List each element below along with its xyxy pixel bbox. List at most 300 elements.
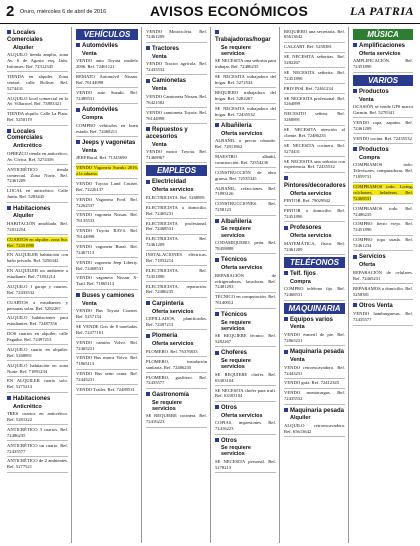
ad-divider — [7, 164, 68, 165]
classified-ad: VENDO retroexcavadora. Ref. 72443231 — [284, 364, 345, 376]
date-line: Oruro, miércoles 6 de abril de 2016 — [20, 9, 107, 15]
subsection-label: Maquinaria pesada — [290, 349, 345, 356]
classified-ad: DOS cuartos en alquiler, calle Pagador. Ref. 72497213 — [7, 331, 68, 343]
subsection-subtitle: Se requiere servicios — [221, 358, 251, 371]
subsection-title — [353, 89, 413, 96]
subsection-title — [146, 301, 207, 308]
classified-ad: SE NECESITA una señorita para trabajar. Ref. 72486235 — [215, 58, 276, 70]
ad-divider — [76, 103, 138, 104]
ad-divider — [284, 345, 345, 346]
page-number: 2 — [6, 3, 15, 20]
classified-ad: ALQUILO local comercial en la Av. Villarroel. Ref. 73803321 — [7, 95, 68, 107]
classified-ad: NECESITO señora. Ref. 5268891 — [284, 111, 345, 123]
bullet-icon — [284, 350, 288, 354]
bullet-icon — [284, 408, 288, 412]
classified-ad: SE NECESITA chofer para trufi. Ref. 63303104 — [215, 387, 276, 399]
subsection-subtitle: Oferta — [359, 262, 376, 269]
subsection-label: Otros Venta — [359, 302, 393, 309]
classified-ad: ELECTRICISTA profesional. Ref. 72468531 — [146, 220, 207, 232]
ad-divider — [146, 297, 207, 298]
subsection-subtitle: Venta — [82, 300, 97, 307]
classified-ad: VENDO Vagoneta Ford. Ref. 72262537 — [76, 196, 138, 208]
classified-ad: ANTICRÉTICO 3 cuartos. Ref. 72486235 — [7, 426, 68, 438]
subsection-label: Gastronomía — [152, 391, 190, 398]
ad-divider — [353, 203, 413, 204]
subsection-title — [76, 293, 138, 300]
ad-divider — [284, 93, 345, 94]
classified-ad: ALQUILO retroexcavadora. Ref. 65613642 — [284, 423, 345, 434]
ad-divider — [146, 265, 207, 266]
subsection-title — [215, 123, 276, 130]
ad-divider — [7, 71, 68, 72]
ad-divider — [7, 472, 68, 473]
subsection-label: Productos — [359, 147, 389, 153]
bullet-icon — [215, 219, 219, 223]
classified-ad: COMPRO ropa usada. Ref. 72461234 — [353, 237, 413, 249]
ad-divider — [7, 234, 68, 235]
ad-divider — [284, 109, 345, 110]
ad-divider — [7, 313, 68, 314]
ad-divider — [215, 119, 276, 120]
classified-ad: SE REQUIERE chofer. Ref. 63303104 — [215, 371, 276, 383]
ad-divider — [7, 424, 68, 425]
subsection-title — [7, 206, 68, 213]
classified-ad — [353, 184, 413, 202]
classified-ad: COMPRO teléfono fijo. Ref. 72468531 — [284, 286, 345, 298]
ad-divider — [7, 344, 68, 345]
ad-divider — [146, 372, 207, 373]
classified-ad: LOCAL en anticrético. Calle Junín. Ref. 5283445 — [7, 188, 68, 200]
classified-ad: VENDO hamburguesas. Ref. 72435577 — [353, 311, 413, 323]
classified-ad: ELECTRICISTA. Ref. 72451890 — [146, 267, 207, 279]
ad-divider — [76, 289, 138, 290]
subsection-label: Profesores — [290, 225, 322, 232]
highlighted-ad-text: CUARTOS en alquiler, zona Sur. Ref. 72451890 — [7, 236, 68, 248]
subsection-label: Equipos varios — [290, 316, 334, 323]
ad-divider — [284, 42, 345, 43]
ad-divider — [353, 325, 413, 326]
section-title: AVISOS ECONÓMICOS — [150, 3, 309, 19]
classified-ad: TRES cuartos en anticrético. Ref. 5281322 — [7, 411, 68, 423]
bullet-icon — [284, 226, 288, 230]
subsection-subtitle: Se requiere servicios — [221, 319, 251, 332]
classified-ad: EN ALQUILER cuarto solo. Ref. 5275213 — [7, 378, 68, 390]
classified-ad: VENDO camioneta Toyota. Ref. 76144998 — [146, 109, 207, 121]
classified-ad: ELECTRICISTA. Ref. 5268891 — [146, 194, 206, 200]
subsection-subtitle: Anticrético — [13, 143, 42, 150]
classified-ad: VENDO Bus marca Volvo. Ref. 71865113 — [76, 355, 138, 367]
subsection-label: Locales Comerciales — [7, 128, 43, 142]
classified-ad: HABITACIÓN amoblada. Ref. 72812254 — [7, 220, 68, 232]
ad-divider — [146, 162, 207, 163]
bullet-icon — [353, 89, 357, 93]
subsection-subtitle: Se requiere servicios — [221, 44, 251, 57]
classified-ad: CODAMIQUERO, peón. Ref. 78458888 — [215, 240, 276, 251]
ad-divider — [284, 125, 345, 126]
ad-divider — [284, 378, 345, 379]
ad-divider — [215, 183, 276, 184]
ad-divider — [146, 218, 207, 219]
classified-ad: VENDO vagoneta Jeep Liberty. Ref. 72468531 — [76, 259, 138, 271]
ad-divider — [146, 202, 207, 203]
classified-ad: REMATO Automóvil Nissan. Ref. 76144998 — [76, 74, 138, 86]
classified-ad: REPARACIÓN de refrigeradores, lavadoras. Ref. 72481293 — [215, 272, 276, 290]
subsection-label: Carpintería — [152, 300, 184, 307]
subsection-title — [76, 107, 138, 114]
ad-divider — [353, 133, 413, 134]
bullet-icon — [146, 127, 150, 131]
subsection-subtitle: Venta — [82, 147, 97, 154]
classified-ad: VENDO Tractor agrícola. Ref. 72435532 — [146, 61, 207, 73]
classified-ad: ALQUILO habitación en zona Norte. Ref. 71891234 — [7, 362, 68, 374]
subsection-label: Productos — [359, 88, 389, 95]
bullet-icon — [76, 293, 80, 297]
category-header: MÚSICA — [353, 29, 413, 40]
ad-divider — [284, 221, 345, 222]
bullet-icon — [215, 123, 219, 127]
classified-ad: COPIAS, impresiones. Ref. 72416223 — [215, 420, 276, 432]
ad-divider — [353, 283, 413, 284]
classified-ad: SE NECESITA profesional. Ref. 5264899 — [284, 95, 345, 107]
subsection-title — [7, 396, 68, 403]
subsection-subtitle: Alquiler — [290, 415, 311, 422]
highlighted-ad-text: VENDO Vagoneta Suzuki 2016, a la aduana. — [76, 165, 138, 177]
ad-divider — [353, 182, 413, 183]
classified-ad: VENDO motor Toyota. Ref. 71468967 — [146, 149, 207, 161]
ad-divider — [215, 472, 276, 473]
ad-divider — [7, 329, 68, 330]
classified-ad: VENDO Trailer. Ref. 72489531 — [76, 386, 135, 392]
subsection-subtitle: Venta — [290, 357, 305, 364]
bullet-icon — [76, 108, 80, 112]
classified-ad: ALQUILO tienda amplia, zona Av. 6 de Agosto esq. Jaén. Informes: Ref. 72312345 — [7, 52, 68, 70]
classified-ad: CUARTOS a estudiantes y personas solas. Ref. 5282267 — [7, 299, 68, 311]
classified-ad: SE NECESITA señorita. Ref. 72451890 — [284, 69, 345, 81]
bullet-icon — [7, 30, 11, 34]
classified-ad: ALQUILO cuarto en alquiler. Ref. 5268891 — [7, 346, 68, 358]
ad-divider — [146, 42, 207, 43]
ad-divider — [7, 281, 68, 282]
subsection-label: Servicios — [359, 254, 386, 261]
classified-ad: PLOMERO, gasfitero. Ref. 72435577 — [146, 374, 207, 386]
subsection-label: Habitaciones — [13, 395, 51, 402]
ad-divider — [7, 109, 68, 110]
subsection-label: Técnicos — [221, 311, 248, 318]
classified-ad: INSTALACIONES eléctricas. Ref. 71852214 — [146, 252, 207, 263]
classified-ad: SE NECESITA trabajadora del hogar. Ref. 5272534 — [215, 74, 276, 85]
subsection-subtitle: Venta — [152, 53, 167, 60]
classified-ad: TÉCNICO en computación. Ref. 76140012 — [215, 294, 276, 306]
classified-ad: SE NECESITA atención al cliente. Ref. 72486235 — [284, 127, 345, 138]
bullet-icon — [284, 317, 288, 321]
bullet-icon — [7, 396, 11, 400]
bullet-icon — [215, 30, 219, 34]
ad-divider — [146, 388, 207, 389]
ad-divider — [146, 250, 207, 251]
ad-divider — [353, 250, 413, 251]
classified-ad: SE NECESITA personal. Ref. 5278213 — [215, 459, 276, 470]
bullet-icon — [215, 438, 219, 442]
classified-ad: VENDO Toyota RAV4. Ref. 76144998 — [76, 228, 138, 240]
classified-ad: REPARACIÓN de celulares. Ref. 72465231 — [353, 269, 413, 281]
classified-ad: REPARAMOS a domicilio. Ref. 5258381 — [353, 285, 413, 297]
subsection-label: Otros — [221, 404, 238, 411]
ad-divider — [284, 156, 345, 157]
ad-divider — [284, 140, 345, 141]
ad-divider — [146, 107, 207, 108]
ad-divider — [76, 369, 138, 370]
ad-divider — [7, 186, 68, 187]
subsection-subtitle: Se requiere servicios — [221, 226, 251, 239]
subsection-title — [146, 46, 207, 53]
subsection-title — [215, 350, 276, 357]
classified-ad: SE REQUIERE cocinera. Ref. 72416223 — [146, 413, 207, 425]
subsection-label: Albañilería — [221, 122, 252, 129]
ad-divider — [353, 143, 413, 144]
classified-ad: VENDO vagoneta Rural. Ref. 72467113 — [76, 243, 138, 255]
classified-ad: COMPRAMOS todo. Ref. 72486235 — [353, 205, 413, 217]
page-header — [0, 0, 420, 24]
classified-ad: VENDO ropa, zapatos. Ref. 72461209 — [353, 119, 413, 131]
classified-ad: SE VENDE Gris de 8 toneladas. Ref. 72477161 — [76, 323, 138, 335]
bullet-icon — [146, 79, 150, 83]
classified-ad: ELECTRICISTA. Ref. 72461209 — [146, 236, 207, 248]
column-1 — [4, 27, 72, 543]
classified-ad: COMPRO fierro viejo. Ref. 72451890 — [353, 221, 413, 233]
subsection-title — [284, 271, 345, 278]
subsection-title — [284, 349, 345, 356]
subsection-subtitle: Venta — [152, 86, 167, 93]
classified-ad: VENDO cocina. Ref. 72435532 — [353, 135, 412, 141]
ad-divider — [353, 299, 413, 300]
classified-ad: SE REQUIERE técnico. Ref. 5282267 — [215, 333, 276, 344]
classified-ad — [76, 165, 138, 177]
subsection-label: Amplificaciones — [359, 43, 406, 49]
bullet-icon — [353, 43, 357, 47]
bullet-icon — [7, 129, 11, 133]
classified-ad: PINTOR a domicilio. Ref. 72451890 — [284, 207, 345, 219]
subsection-subtitle: Venta — [82, 50, 97, 57]
classified-ad: SE NECESITA señoritas. Ref. 5282267 — [284, 54, 345, 65]
classified-ad: VENDO camión Volvo. Ref. 72465231 — [76, 339, 138, 351]
highlighted-ad-text: COMPRAMOS todo: Living, colchones, heladeras. Ref. 72468531 — [353, 184, 413, 201]
subsection-title — [76, 140, 138, 147]
ad-divider — [7, 93, 68, 94]
ad-divider — [215, 215, 276, 216]
ad-divider — [215, 199, 276, 200]
ad-divider — [76, 136, 138, 137]
bullet-icon — [215, 312, 219, 316]
column-2 — [73, 27, 142, 543]
ad-divider — [76, 273, 138, 274]
classified-ad: PLOMERO. Ref. 76376833 — [146, 348, 198, 354]
subsection-label: Electricidad — [152, 179, 187, 186]
ad-divider — [215, 385, 276, 386]
ad-divider — [146, 123, 207, 124]
subsection-label: Camionetas — [152, 78, 187, 85]
subsection-title — [7, 129, 68, 143]
ad-divider — [7, 456, 68, 457]
subsection-subtitle: Compra — [359, 154, 380, 161]
ad-divider — [215, 346, 276, 347]
subsection-label: Automóviles — [82, 43, 119, 49]
classified-ad: ELECTRICISTA a domicilio. Ref. 72465231 — [146, 204, 207, 216]
ad-divider — [215, 434, 276, 435]
subsection-title — [215, 219, 276, 226]
subsection-title — [284, 225, 345, 232]
classified-ad: ANTICRÉTICO tienda comercial. Zona Norte. Ref. 72461209 — [7, 166, 68, 184]
classified-ad: PLOMERO, instalación sanitaria. Ref. 72486235 — [146, 358, 207, 370]
subsection-subtitle: Oferta servicios — [221, 412, 263, 419]
ad-divider — [7, 376, 68, 377]
classified-ad: PRIVINSI. Ref. 72461234 — [284, 85, 333, 91]
ad-divider — [284, 436, 345, 437]
subsection-title — [353, 43, 413, 50]
classified-ad: VENDO Camioneta Nissan. Ref. 76421582 — [146, 93, 207, 105]
bullet-icon — [76, 43, 80, 47]
classified-ad: VENDO vagoneta Nissan X-Trail. Ref. 71865113 — [76, 275, 138, 287]
subsection-title — [284, 176, 345, 190]
subsection-label: Técnicos — [221, 257, 248, 264]
subsection-subtitle: Compra — [82, 115, 103, 122]
ad-divider — [76, 178, 138, 179]
ad-divider — [76, 210, 138, 211]
subsection-label: Albañilería — [221, 218, 252, 225]
subsection-title — [215, 257, 276, 264]
classified-ad: CONSTRUCCIONES. Ref. 7258123 — [215, 201, 276, 213]
classified-ad: MATEMÁTICA, física. Ref. 72461209 — [284, 240, 345, 252]
ad-divider — [284, 300, 345, 301]
ad-divider — [215, 253, 276, 254]
classified-ad: OFREZCO tienda en anticrético, Av. Cívica. Ref. 5274356 — [7, 150, 68, 162]
ad-divider — [76, 384, 138, 385]
subsection-label: Pintores/decoradores — [284, 182, 346, 189]
subsection-subtitle: Oferta servicios — [290, 233, 332, 240]
classified-ad: EN ALQUILER habitación con baño privado. Ref. 5256342 — [7, 252, 68, 264]
subsection-label: Choferes — [221, 350, 248, 357]
ad-divider — [215, 308, 276, 309]
classified-ad: OCASIÓN se vende GPS marca Garmin. Ref. 5270341 — [353, 104, 413, 115]
classified-ad: ALBAÑIL a precio cómodo. Ref. 72811862 — [215, 138, 276, 150]
subsection-title — [353, 254, 413, 261]
bullet-icon — [7, 206, 11, 210]
classified-ad: REQUIERO una secretaria. Ref. 65613642 — [284, 28, 345, 40]
ad-divider — [215, 167, 276, 168]
ad-divider — [146, 356, 207, 357]
ad-divider — [7, 125, 68, 126]
classified-ad: ELECTRICISTA, reparación. Ref. 72486235 — [146, 283, 207, 295]
category-header: EMPLEOS — [146, 165, 207, 176]
bullet-icon — [146, 46, 150, 50]
bullet-icon — [146, 301, 150, 305]
ad-divider — [284, 404, 345, 405]
ad-divider — [7, 202, 68, 203]
ad-divider — [76, 226, 138, 227]
classified-ad: COMPRAMOS todo: Televisores, computadoras. Ref. 71859731 — [353, 162, 413, 180]
classified-ad: EN ALQUILER un ambiente a estudiante. Ref. 71852214 — [7, 268, 68, 280]
category-header: VEHÍCULOS — [76, 29, 138, 40]
classified-ad: VENDO auto Suzuki. Ref. 72489531 — [76, 89, 138, 101]
ad-divider — [353, 117, 413, 118]
classified-ad: CEPILLADOS, planificados. Ref. 72497213 — [146, 316, 207, 328]
ad-divider — [284, 67, 345, 68]
subsection-subtitle: Alquiler — [13, 44, 34, 51]
ad-divider — [215, 87, 276, 88]
subsection-subtitle: Venta — [359, 96, 374, 103]
ad-divider — [76, 72, 138, 73]
classified-ad: VENDO Motocicleta. Ref. 72461209 — [146, 28, 207, 40]
ad-divider — [76, 194, 138, 195]
bullet-icon — [146, 392, 150, 396]
classified-ad: CONSTRUCCIÓN de obra gruesa. Ref. 72535345 — [215, 169, 276, 181]
subsection-subtitle: Oferta servicios — [152, 308, 194, 315]
column-4 — [212, 27, 280, 543]
classified-ad: ALBAÑIL, refacciones. Ref. 71893126 — [215, 185, 276, 197]
subsection-subtitle: Oferta servicios — [290, 190, 332, 197]
subsection-subtitle: Oferta servicios — [221, 130, 263, 137]
ad-divider — [215, 103, 276, 104]
classified-ad: CALZART. Ref. 5258381 — [284, 44, 332, 50]
ad-divider — [215, 72, 276, 73]
subsection-label: Plomería — [152, 333, 178, 340]
ad-divider — [146, 74, 207, 75]
subsection-subtitle: Venta — [290, 324, 305, 331]
category-header: TELÉFONOS — [284, 257, 345, 268]
ad-divider — [284, 205, 345, 206]
subsection-label: Automóviles — [82, 107, 119, 114]
column-3 — [143, 27, 211, 543]
classified-ad: VENDO Bus Toyota Coaster. Ref. 5257134 — [76, 308, 138, 319]
bullet-icon — [353, 147, 357, 151]
classified-ad: VENDO auto Toyota modelo 2006. Ref. 72461121 — [76, 58, 138, 70]
ad-divider — [146, 329, 207, 330]
ad-divider — [7, 440, 68, 441]
subsection-label: Jeeps y vagonetas — [82, 139, 136, 146]
subsection-title — [76, 43, 138, 50]
bullet-icon — [76, 140, 80, 144]
ad-divider — [146, 281, 207, 282]
classified-ad: VENDO vagoneta Nissan. Ref. 76135533 — [76, 212, 138, 224]
classified-ad: JEEP Rural. Ref. 71345690 — [76, 155, 127, 161]
ad-divider — [7, 250, 68, 251]
subsection-title — [215, 30, 276, 44]
subsection-title — [284, 408, 345, 415]
bullet-icon — [215, 405, 219, 409]
subsection-label: Tractores — [152, 45, 180, 52]
ad-divider — [353, 72, 413, 73]
category-header: MAQUINARIA — [284, 303, 345, 314]
ad-divider — [76, 241, 138, 242]
classified-ad: PINTOR. Ref. 79029942 — [284, 198, 331, 204]
column-6 — [350, 27, 416, 543]
classified-ad: COMPRO vehículos en buen estado. Ref. 72468211 — [76, 122, 138, 134]
bullet-icon — [353, 255, 357, 259]
subsection-subtitle: Compra — [290, 278, 311, 285]
subsection-title — [7, 30, 68, 44]
bullet-icon — [215, 258, 219, 262]
subsection-subtitle: Anticrético — [13, 403, 42, 410]
subsection-title — [146, 179, 207, 186]
ad-divider — [7, 360, 68, 361]
ad-divider — [76, 257, 138, 258]
subsection-label: Buses y camiones — [82, 292, 135, 299]
column-5 — [281, 27, 349, 543]
subsection-title — [146, 78, 207, 85]
ad-divider — [215, 401, 276, 402]
classifieds-columns — [4, 27, 416, 543]
subsection-label: Habitaciones — [13, 205, 51, 212]
classified-ad: SE NECESITA trabajadora del hogar. Ref. 72435532 — [215, 105, 276, 117]
